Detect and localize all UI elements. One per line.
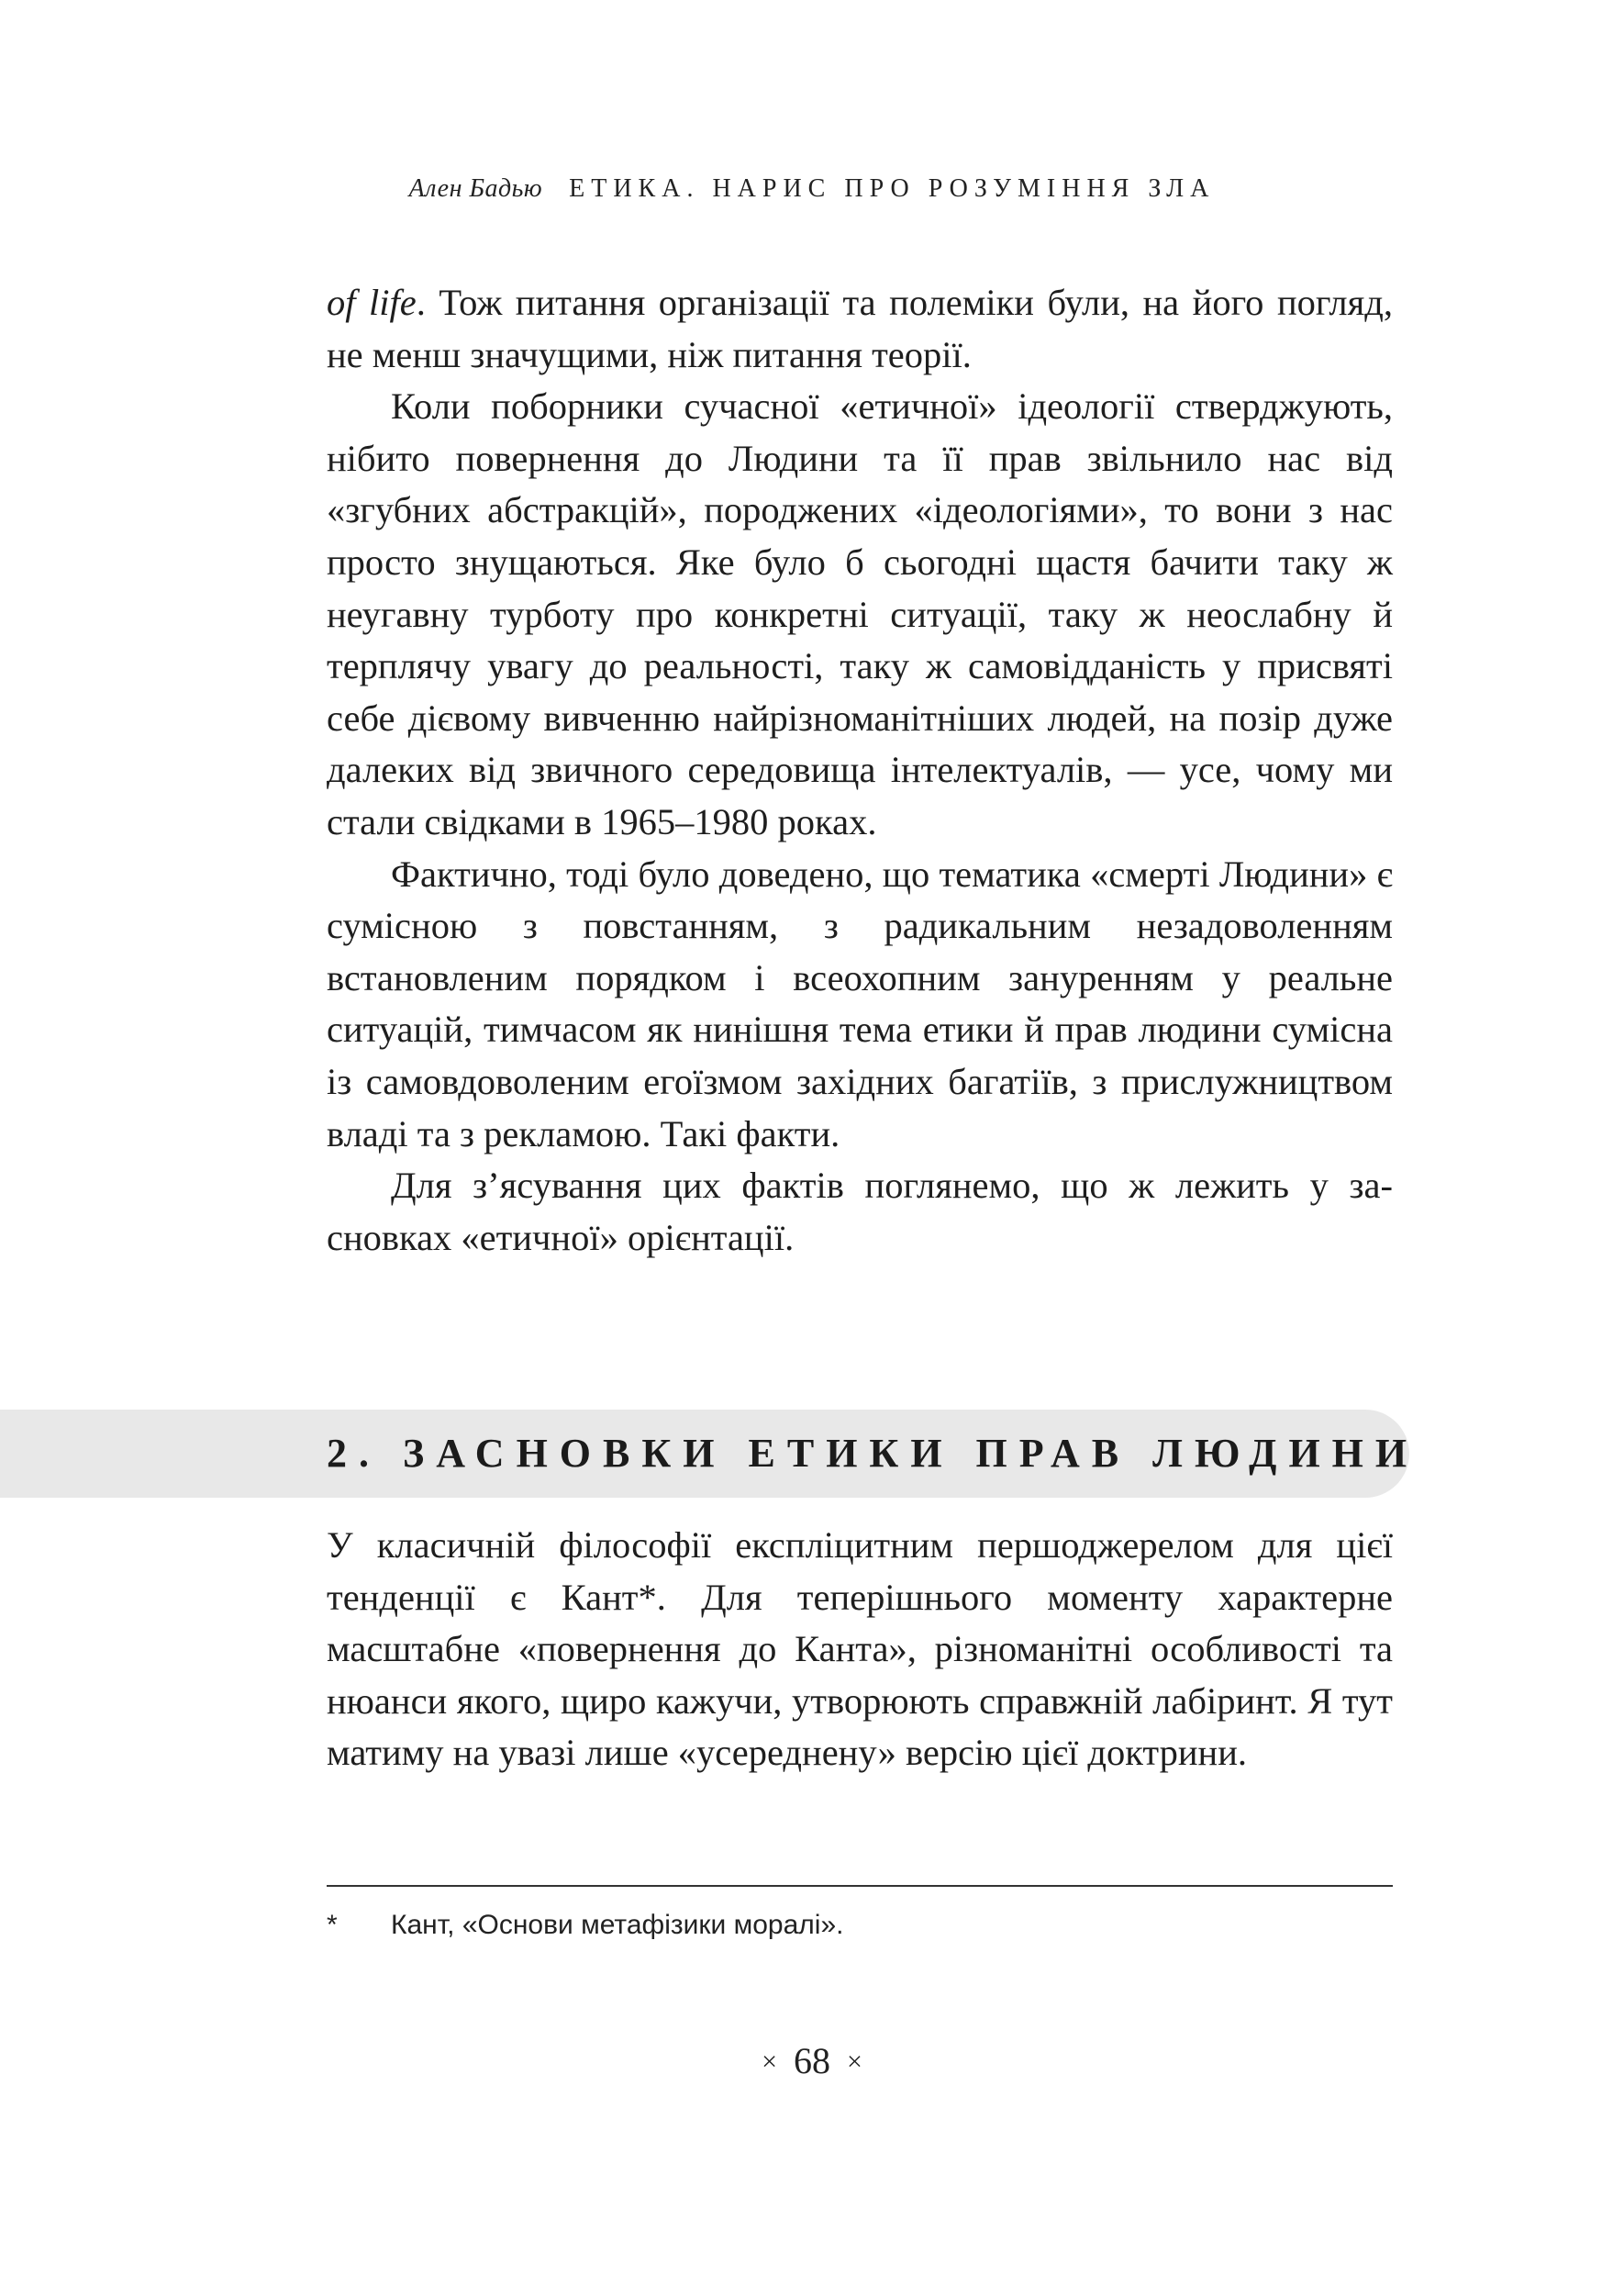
- footnote-text: Кант, «Основи метафізики моралі».: [391, 1910, 844, 1940]
- page-footer: [0, 2039, 1624, 2082]
- section-paragraph-1-end: . Для теперішнього моменту характерне масштабне «повернення до Канта», різноманітні особливості та нюанси якого, щиро кажучи, утворюють справжній лабіринт. Я тут матиму на увазі лише «усереднену» версію цієї доктрини.: [327, 1576, 1393, 1774]
- main-text: [327, 277, 1393, 1264]
- footnote: [327, 1907, 1393, 1944]
- paragraph-3: Фактично, тоді було доведено, що тематика «смерті Людини» є сумісною з повстанням, з радикальним незадоволенням встановленим порядком і всеохопним зануренням у реальне ситуацій, тимчасом як нинішня тема етики й прав людини сумісна із самовдоволеним егоїзмом західних багатіїв, з прислужництвом владі та з рекламою. Такі факти.: [327, 853, 1393, 1154]
- paragraph-4: Для з’ясування цих фактів поглянемо, що ж лежить у засновках «етичної» орієнтації.: [327, 1165, 1393, 1258]
- page-number: 68: [794, 2040, 830, 2081]
- paragraph-1: [327, 277, 1393, 381]
- running-head: [0, 174, 1624, 204]
- footnote-mark: *: [327, 1910, 338, 1940]
- paragraph-1-text: . Тож питання організації та полеміки були, на його погляд, не менш значущими, ніж питання теорії.: [327, 282, 1393, 375]
- section-text: [327, 1520, 1393, 1779]
- running-head-author: Ален Бадью: [408, 174, 543, 203]
- section-paragraph-1-start: У класичній філософії експліцитним першоджерелом для цієї тенденції є Кант: [327, 1524, 1393, 1618]
- footnote-reference[interactable]: *: [638, 1576, 657, 1618]
- italic-phrase: of life: [327, 282, 417, 323]
- footnote-divider: [327, 1885, 1393, 1887]
- running-head-title: ЕТИКА. НАРИС ПРО РОЗУМІННЯ ЗЛА: [569, 174, 1216, 203]
- section-heading: 2. ЗАСНОВКИ ЕТИКИ ПРАВ ЛЮДИНИ: [327, 1431, 1419, 1476]
- folio-ornament-left: ×: [762, 2046, 777, 2077]
- section-paragraph-1: [327, 1520, 1393, 1779]
- paragraph-2: Коли поборники сучасної «етичної» ідеології стверджують, нібито повернення до Людини та її прав звільнило нас від «згубних абстракцій», породжених «ідеологіями», то вони з нас просто знущаються. Яке було б сьогодні щастя бачити таку ж неугавну турботу про конкретні ситуації, таку ж неослабну й терплячу увагу до реальності, таку ж самовідданість у присвяті себе дієвому вивченню найрізноманітніших людей, на позір дуже далеких від звичного середовища інтелектуалів, — усе, чому ми стали свідками в 1965–1980 роках.: [327, 385, 1393, 842]
- folio-ornament-right: ×: [847, 2046, 862, 2077]
